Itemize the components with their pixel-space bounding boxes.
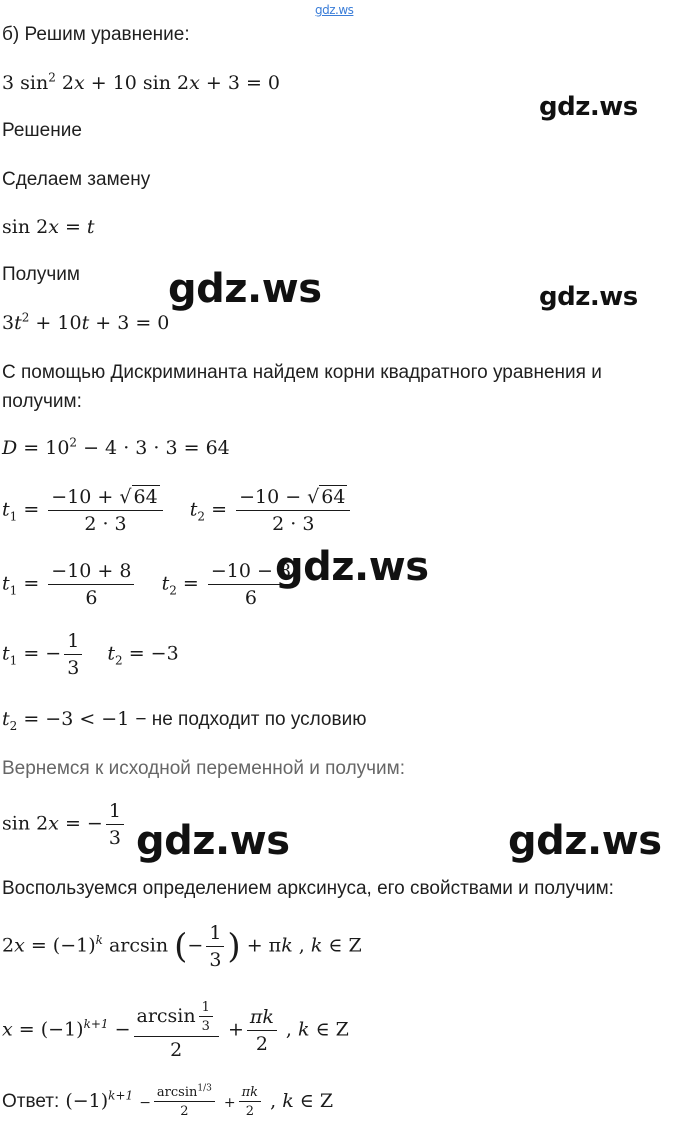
watermark: gdz.ws bbox=[539, 92, 638, 122]
final-solution: $x = (-1)^{k+1}$ − arcsin $\frac{1}{3}$ 2 + $\frac{\pi k}{2}$ , k ∈ Z bbox=[2, 1000, 349, 1061]
roots-formula: $t_1$ = $\frac{-10 + √ 64}{2 \cdot 3}$ $t_2$ = $\frac{-10 - √ 64}{2 \cdot 3}$ bbox=[2, 486, 353, 535]
discriminant-text: С помощью Дискриминанта найдем корни квадратного уравнения и bbox=[2, 362, 602, 383]
watermark: gdz.ws bbox=[539, 282, 638, 312]
watermark: gdz.ws bbox=[275, 544, 429, 590]
substitution: sin 2x = t bbox=[2, 216, 95, 238]
sin-equation: sin 2x = − $\frac{1}{3}$ bbox=[2, 800, 127, 849]
discriminant-text-cont: получим: bbox=[2, 391, 82, 412]
roots-simplified: $t_1$ = $\frac{-10 + 8}{6}$ $t_2$ = $\frac{-10 - 8}{6}$ bbox=[2, 560, 297, 609]
discriminant: $D = 10^2 - 4 \cdot 3 \cdot 3 = 64$ bbox=[2, 435, 230, 459]
watermark: gdz.ws bbox=[136, 818, 290, 864]
solution-label: Решение bbox=[2, 120, 82, 141]
given-equation: 3 $\sin^2 2x + 10$ sin 2x + 3 = 0 bbox=[2, 70, 281, 94]
general-solution: $2x = (-1)^k$ arcsin (− $\frac{1}{3}$ ) + πk , k ∈ Z bbox=[2, 922, 362, 971]
task-header: б) Решим уравнение: bbox=[2, 24, 190, 45]
root-values: $t_1$ = − $\frac{1}{3}$ $t_2 = -3$ bbox=[2, 630, 179, 679]
quadratic-equation: $3t^2 + 10t + 3 = 0$ bbox=[2, 310, 170, 334]
substitution-label: Сделаем замену bbox=[2, 169, 151, 190]
arcsin-properties-text: Воспользуемся определением арксинуса, его свойствами и получим: bbox=[2, 878, 614, 899]
root-check: $t_2 = -3 < -1$ − не подходит по условию bbox=[2, 708, 367, 733]
return-variable-text: Вернемся к исходной переменной и получим: bbox=[2, 758, 406, 779]
watermark-top: gdz.ws bbox=[315, 3, 354, 17]
get-label: Получим bbox=[2, 264, 80, 285]
watermark: gdz.ws bbox=[508, 818, 662, 864]
answer: Ответ: $(-1)^{k+1}$ − $\frac{\arcsin^{1/3}}{2}$ + $\frac{\pi k}{2}$ , k ∈ Z bbox=[2, 1083, 334, 1119]
watermark: gdz.ws bbox=[168, 266, 322, 312]
